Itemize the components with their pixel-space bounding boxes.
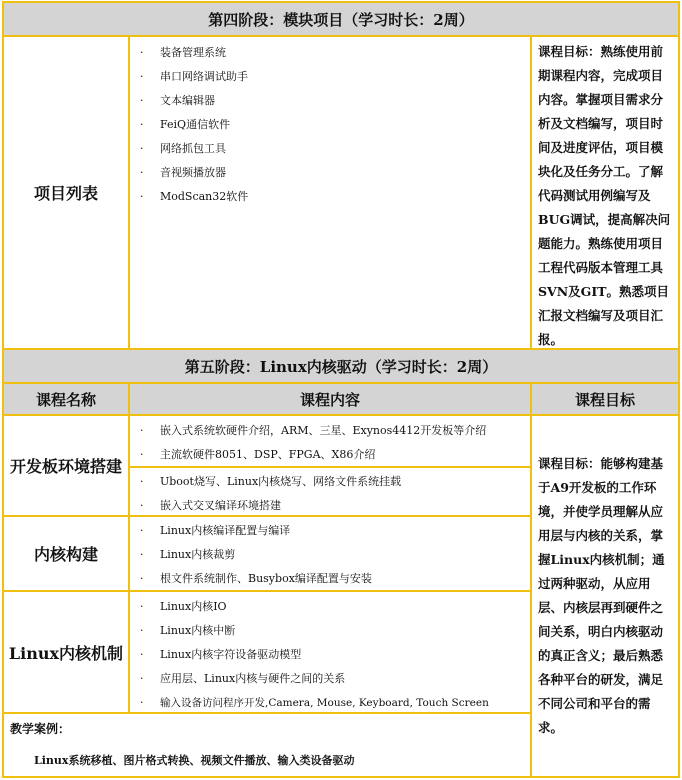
course-content-group xyxy=(128,590,532,714)
stage4-project-list xyxy=(128,35,532,350)
course-name-board-setup: 开发板环境搭建 xyxy=(2,414,130,517)
teaching-case xyxy=(2,712,532,778)
list-item: · FeiQ通信软件 xyxy=(140,118,231,131)
list-item: · 应用层、Linux内核与硬件之间的关系 xyxy=(140,672,346,685)
list-item: · 输入设备访问程序开发,Camera, Mouse, Keyboard, Touch Screen xyxy=(140,696,489,709)
stage4-title: 第四阶段：模块项目（学习时长：2周） xyxy=(2,1,680,37)
stage5-goal xyxy=(530,414,680,778)
list-item: · Linux内核中断 xyxy=(140,624,236,637)
list-item: · 嵌入式交叉编译环境搭建 xyxy=(140,499,281,512)
list-item: · Uboot烧写、Linux内核烧写、网络文件系统挂载 xyxy=(140,475,402,488)
column-header-name: 课程名称 xyxy=(2,382,130,416)
list-item: · Linux内核字符设备驱动模型 xyxy=(140,648,302,661)
list-item: · Linux内核IO xyxy=(140,600,227,613)
list-item: · 串口网络调试助手 xyxy=(140,70,248,83)
list-item: · 音视频播放器 xyxy=(140,166,226,179)
stage4-goal: 课程目标：熟练使用前期课程内容，完成项目内容。掌握项目需求分析及文档编写，项目时间及进度评估，项目模块化及任务分工。了解代码测试用例编写及BUG调试，提高解决问题能力。熟练使用项目工程代码版本管理工具SVN及GIT。熟悉项目汇报文档编写及项目汇报。 xyxy=(530,35,680,350)
list-item: · 根文件系统制作、Busybox编译配置与安装 xyxy=(140,572,372,585)
teaching-case-label: 教学案例： xyxy=(10,722,71,736)
stage4-row-label: 项目列表 xyxy=(2,35,130,350)
course-name-kernel-mechanism: Linux内核机制 xyxy=(2,590,130,714)
list-item: · 装备管理系统 xyxy=(140,46,226,59)
list-item: · Linux内核裁剪 xyxy=(140,548,236,561)
course-content-group xyxy=(128,414,532,468)
course-content-group xyxy=(128,466,532,517)
list-item: · 网络抓包工具 xyxy=(140,142,226,155)
course-name-kernel-build: 内核构建 xyxy=(2,515,130,592)
teaching-case-text: Linux系统移植、图片格式转换、视频文件播放、输入类设备驱动 xyxy=(34,754,355,767)
list-item: · ModScan32软件 xyxy=(140,190,249,203)
list-item: · 嵌入式系统软硬件介绍，ARM、三星、Exynos4412开发板等介绍 xyxy=(140,424,487,437)
list-item: · 文本编辑器 xyxy=(140,94,215,107)
stage5-title: 第五阶段：Linux内核驱动（学习时长：2周） xyxy=(2,348,680,384)
course-content-group xyxy=(128,515,532,592)
list-item: · Linux内核编译配置与编译 xyxy=(140,524,291,537)
list-item: · 主流软硬件8051、DSP、FPGA、X86介绍 xyxy=(140,448,376,461)
column-header-content: 课程内容 xyxy=(128,382,532,416)
stage5-goal-text: 课程目标：能够构建基于A9开发板的工作环境，并使学员理解从应用层与内核的关系，掌握Linux内核机制；通过两种驱动，从应用层、内核层再到硬件之间关系，明白内核驱动的真正含义；最后熟悉各种平台的研发，满足不同公司和平台的需求。 xyxy=(538,456,665,735)
column-header-goal: 课程目标 xyxy=(530,382,680,416)
